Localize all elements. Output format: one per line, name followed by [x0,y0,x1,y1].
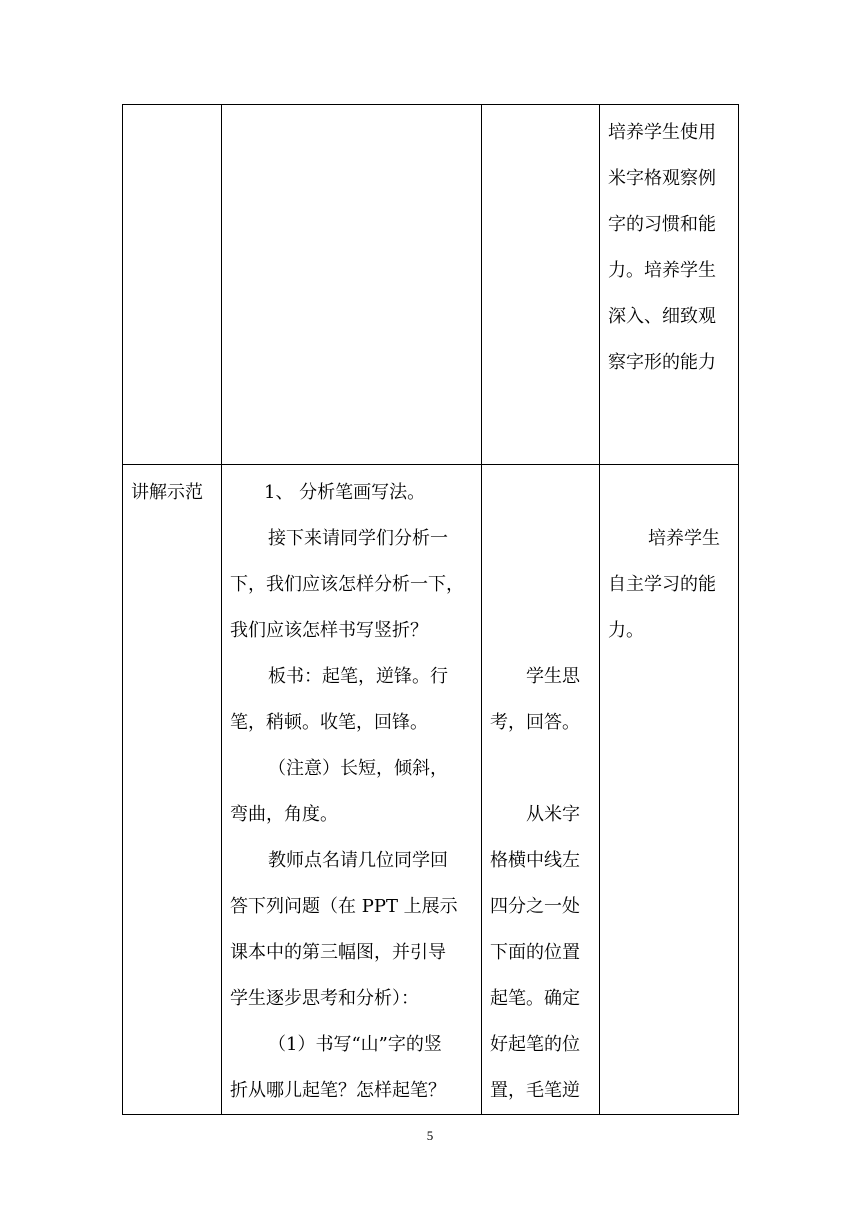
teacher-text-line: 弯曲，角度。 [230,804,338,825]
row2-col2-cell [222,465,482,1115]
teacher-text-line: （1）书写“山”字的竖 [268,1034,442,1055]
row1-col4-cell [600,105,739,465]
table-row [123,105,739,465]
student-text-line: 置，毛笔逆 [490,1080,580,1101]
student-text-line: 下面的位置 [490,942,580,963]
row2-col3-cell [482,465,600,1115]
goal-text-line: 培养学生 [648,528,720,549]
student-text-line: 学生思 [526,666,580,687]
goal-text-line: 自主学习的能 [608,574,716,595]
table-row [123,465,739,1115]
teacher-text-line: 我们应该怎样书写竖折？ [230,620,428,641]
spacer [490,746,599,792]
section-label: 讲解示范 [131,482,203,503]
teacher-text-line: 下，我们应该怎样分析一下， [230,574,464,595]
student-text-line: 格横中线左 [490,850,580,871]
goal-text-line: 察字形的能力 [608,352,716,373]
row2-col4-cell [600,465,739,1115]
teacher-text-line: 接下来请同学们分析一 [268,528,448,549]
goal-text-line: 力。培养学生 [608,260,716,281]
goal-text-line: 培养学生使用 [608,122,716,143]
student-text-line: 考，回答。 [490,712,580,733]
spacer [490,470,599,654]
step-heading: 1、 分析笔画写法。 [264,482,426,503]
lesson-plan-table [122,104,739,1115]
goal-text-line: 深入、细致观 [608,306,716,327]
goal-text-line: 米字格观察例 [608,168,716,189]
teacher-text-line: 答下列问题（在 PPT 上展示 [230,896,458,917]
spacer [608,470,738,516]
teacher-text-line: 课本中的第三幅图，并引导 [230,942,446,963]
teacher-text-line: 折从哪儿起笔？怎样起笔？ [230,1080,446,1101]
row1-col3-cell [482,105,600,465]
teacher-text-line: 笔，稍顿。收笔，回锋。 [230,712,428,733]
student-text-line: 起笔。确定 [490,988,580,1009]
student-text-line: 好起笔的位 [490,1034,580,1055]
row1-col1-cell [123,105,222,465]
teacher-text-line: 学生逐步思考和分析）： [230,988,419,1009]
teacher-text-line: （注意）长短，倾斜， [268,758,448,779]
goal-text-line: 字的习惯和能 [608,214,716,235]
teacher-text-line: 板书：起笔，逆锋。行 [268,666,448,687]
student-text-line: 四分之一处 [490,896,580,917]
row2-col1-cell [123,465,222,1115]
row1-col2-cell [222,105,482,465]
goal-text-line: 力。 [608,620,644,641]
teacher-text-line: 教师点名请几位同学回 [268,850,448,871]
page-number: 5 [426,1128,434,1143]
student-text-line: 从米字 [526,804,580,825]
